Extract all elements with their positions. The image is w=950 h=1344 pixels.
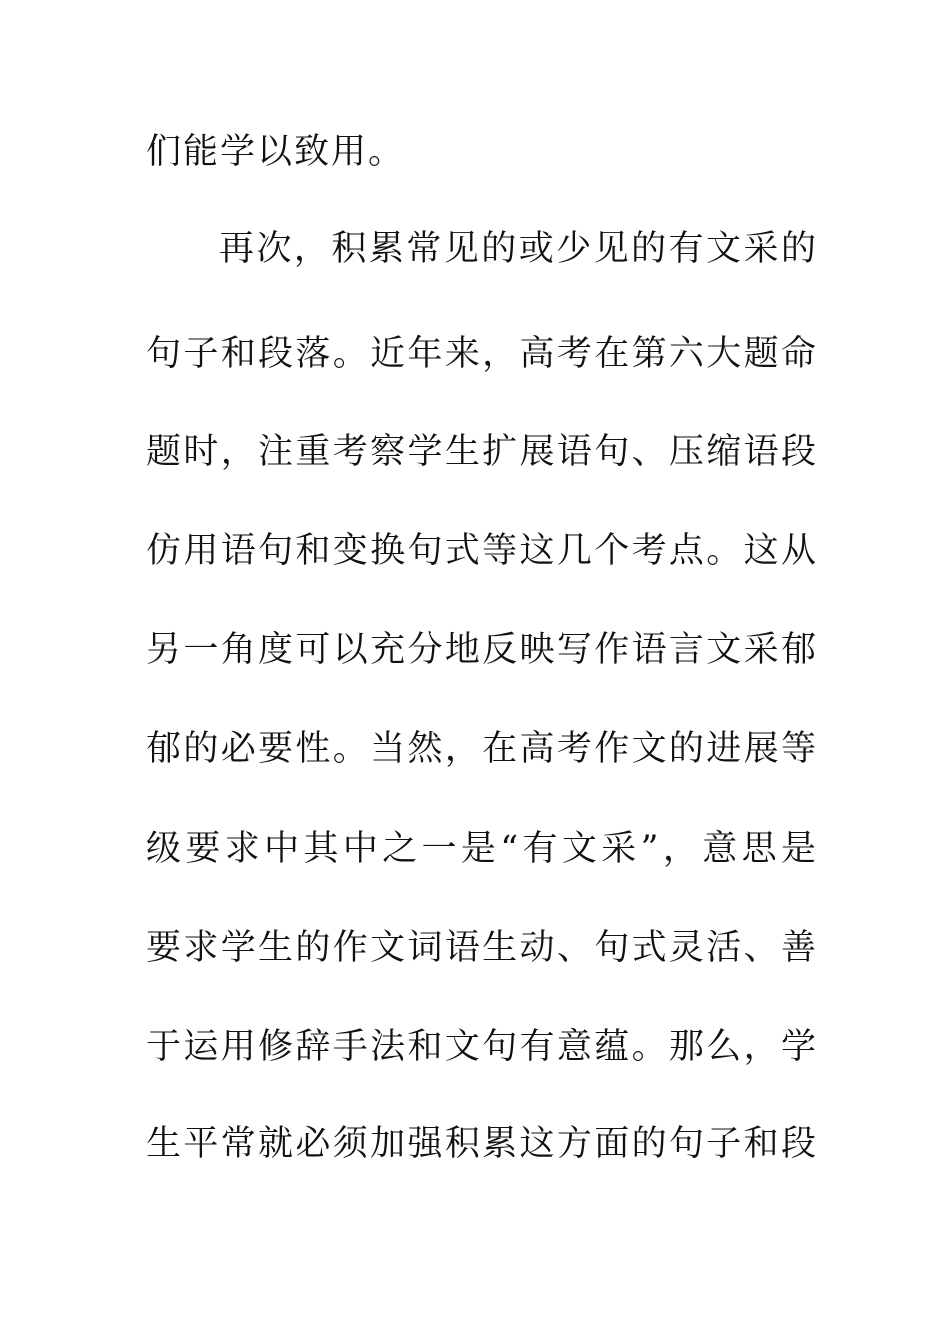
text-line-11: 生平常就必须加强积累这方面的句子和段 (146, 1124, 816, 1164)
text-line-5: 仿用语句和变换句式等这几个考点。这从 (146, 531, 816, 571)
text-line-8: 级要求中其中之一是“有文采”，意思是 (146, 829, 816, 869)
text-line-10: 于运用修辞手法和文句有意蕴。那么，学 (146, 1027, 816, 1067)
text-line-7: 郁的必要性。当然，在高考作文的进展等 (146, 729, 816, 769)
text-line-1: 们能学以致用。 (146, 132, 406, 172)
text-line-6: 另一角度可以充分地反映写作语言文采郁 (146, 630, 816, 670)
paragraph-first-line: 再次，积累常见的或少见的有文采的 (219, 229, 816, 269)
text-line-3: 句子和段落。近年来，高考在第六大题命 (146, 334, 816, 374)
text-line-9: 要求学生的作文词语生动、句式灵活、善 (146, 928, 816, 968)
text-line-4: 题时，注重考察学生扩展语句、压缩语段 (146, 432, 816, 472)
